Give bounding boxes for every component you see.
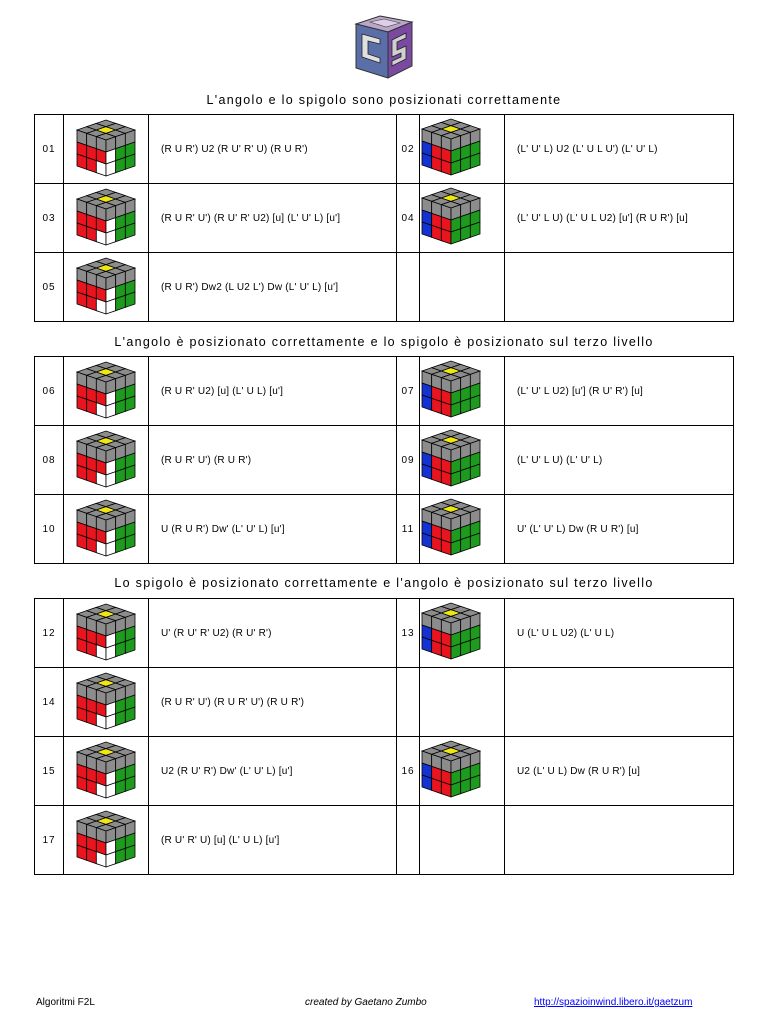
table-row xyxy=(35,253,734,322)
case-cube-cell xyxy=(64,737,149,806)
case-number: 11 xyxy=(397,495,420,564)
case-algorithm: (L' U' L) U2 (L' U L U') (L' U' L) xyxy=(505,115,734,184)
case-cube-cell xyxy=(64,495,149,564)
case-cube-cell xyxy=(64,426,149,495)
table-row xyxy=(35,806,734,875)
case-number: 16 xyxy=(397,737,420,806)
case-number: 08 xyxy=(35,426,64,495)
cube-diagram-icon xyxy=(75,360,137,422)
table-row xyxy=(35,737,734,806)
case-number: 04 xyxy=(397,184,420,253)
case-algorithm: (L' U' L U) (L' U L U2) [u'] (R U R') [u] xyxy=(505,184,734,253)
case-algorithm: U2 (L' U L) Dw (R U R') [u] xyxy=(505,737,734,806)
cube-diagram-icon xyxy=(75,809,137,871)
case-algorithm: (R U R') U2 (R U' R' U) (R U R') xyxy=(149,115,397,184)
case-number: 02 xyxy=(397,115,420,184)
table-row xyxy=(35,115,734,184)
case-algorithm: (R U R' U') (R U R' U') (R U R') xyxy=(149,668,397,737)
table-row xyxy=(35,495,734,564)
case-cube-cell xyxy=(420,253,505,322)
case-number: 09 xyxy=(397,426,420,495)
cube-diagram-icon xyxy=(75,602,137,664)
cube-diagram-icon xyxy=(75,429,137,491)
cube-diagram-icon xyxy=(420,497,482,559)
case-cube-cell xyxy=(420,599,505,668)
case-algorithm: (R U R' U') (R U R') xyxy=(149,426,397,495)
table-row xyxy=(35,426,734,495)
case-cube-cell xyxy=(420,426,505,495)
section-title-1: L'angolo e lo spigolo sono posizionati correttamente xyxy=(206,93,562,107)
table-row xyxy=(35,599,734,668)
case-number: 14 xyxy=(35,668,64,737)
cube-diagram-icon xyxy=(420,601,482,663)
case-cube-cell xyxy=(420,495,505,564)
case-cube-cell xyxy=(64,115,149,184)
cube-diagram-icon xyxy=(75,187,137,249)
case-algorithm: (L' U' L U2) [u'] (R U' R') [u] xyxy=(505,357,734,426)
case-algorithm: (R U R' U2) [u] (L' U L) [u'] xyxy=(149,357,397,426)
case-number xyxy=(397,668,420,737)
case-cube-cell xyxy=(420,737,505,806)
cube-diagram-icon xyxy=(420,739,482,801)
case-cube-cell xyxy=(420,668,505,737)
table-row xyxy=(35,184,734,253)
case-algorithm: U' (L' U' L) Dw (R U R') [u] xyxy=(505,495,734,564)
case-number: 06 xyxy=(35,357,64,426)
case-number: 10 xyxy=(35,495,64,564)
footer-title: Algoritmi F2L xyxy=(36,997,95,1008)
cube-diagram-icon xyxy=(420,359,482,421)
case-number: 17 xyxy=(35,806,64,875)
case-algorithm: U2 (R U' R') Dw' (L' U' L) [u'] xyxy=(149,737,397,806)
case-number: 03 xyxy=(35,184,64,253)
case-algorithm: U' (R U' R' U2) (R U' R') xyxy=(149,599,397,668)
case-number: 07 xyxy=(397,357,420,426)
cube-diagram-icon xyxy=(420,428,482,490)
case-algorithm: (R U R') Dw2 (L U2 L') Dw (L' U' L) [u'] xyxy=(149,253,397,322)
case-cube-cell xyxy=(64,806,149,875)
case-cube-cell xyxy=(420,357,505,426)
case-number: 15 xyxy=(35,737,64,806)
case-algorithm: (R U' R' U) [u] (L' U L) [u'] xyxy=(149,806,397,875)
section-title-2: L'angolo è posizionato correttamente e lo spigolo è posizionato sul terzo livello xyxy=(114,335,654,349)
footer-link[interactable]: http://spazioinwind.libero.it/gaetzum xyxy=(534,997,693,1008)
case-number: 13 xyxy=(397,599,420,668)
cube-diagram-icon xyxy=(75,256,137,318)
cube-diagram-icon xyxy=(75,671,137,733)
case-cube-cell xyxy=(64,184,149,253)
algorithm-table-1 xyxy=(34,114,734,322)
case-cube-cell xyxy=(420,184,505,253)
case-cube-cell xyxy=(64,599,149,668)
case-algorithm xyxy=(505,806,734,875)
logo-cube-icon xyxy=(350,14,418,80)
case-algorithm xyxy=(505,668,734,737)
case-number xyxy=(397,253,420,322)
footer-author: created by Gaetano Zumbo xyxy=(305,997,427,1008)
case-cube-cell xyxy=(420,115,505,184)
case-number: 01 xyxy=(35,115,64,184)
case-number: 05 xyxy=(35,253,64,322)
case-cube-cell xyxy=(64,253,149,322)
cube-diagram-icon xyxy=(420,117,482,179)
case-algorithm: (L' U' L U) (L' U' L) xyxy=(505,426,734,495)
section-title-3: Lo spigolo è posizionato correttamente e l'angolo è posizionato sul terzo livello xyxy=(114,576,654,590)
table-row xyxy=(35,668,734,737)
case-cube-cell xyxy=(420,806,505,875)
case-cube-cell xyxy=(64,357,149,426)
algorithm-table-3 xyxy=(34,598,734,875)
case-number xyxy=(397,806,420,875)
cube-diagram-icon xyxy=(420,186,482,248)
case-algorithm: U (L' U L U2) (L' U L) xyxy=(505,599,734,668)
case-number: 12 xyxy=(35,599,64,668)
cube-diagram-icon xyxy=(75,118,137,180)
algorithm-table-2 xyxy=(34,356,734,564)
case-algorithm: (R U R' U') (R U' R' U2) [u] (L' U' L) [u'] xyxy=(149,184,397,253)
case-algorithm: U (R U R') Dw' (L' U' L) [u'] xyxy=(149,495,397,564)
case-cube-cell xyxy=(64,668,149,737)
case-algorithm xyxy=(505,253,734,322)
table-row xyxy=(35,357,734,426)
cube-diagram-icon xyxy=(75,740,137,802)
cube-diagram-icon xyxy=(75,498,137,560)
